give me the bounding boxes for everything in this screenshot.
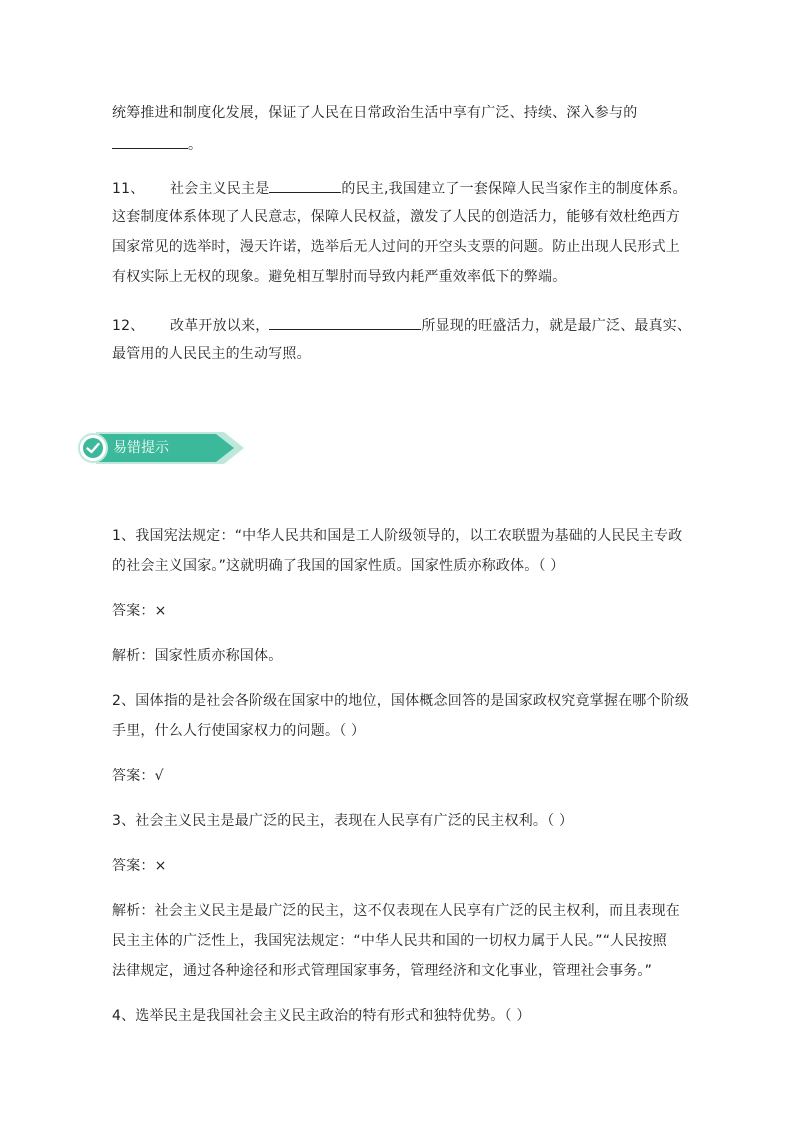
answer-text: 答案：√ xyxy=(112,768,164,784)
fill-blank[interactable] xyxy=(112,133,188,149)
fill-blank[interactable] xyxy=(269,314,421,330)
banner-title: 易错提示 xyxy=(113,440,169,456)
analysis-text: 法律规定，通过各种途径和形式管理国家事务，管理经济和文化事业，管理社会事务。” xyxy=(112,963,653,979)
item-12-line xyxy=(112,314,691,336)
question-1-line: 的社会主义国家。”这就明确了我国的国家性质。国家性质亦称政体。（ ） xyxy=(112,558,565,574)
item-text: 改革开放以来， xyxy=(170,318,270,334)
question-3-line: 3、社会主义民主是最广泛的民主，表现在人民享有广泛的民主权利。（ ） xyxy=(112,813,574,829)
fill-blank[interactable] xyxy=(269,177,341,193)
item-text: 社会主义民主是 xyxy=(170,181,270,197)
analysis-text: 解析：社会主义民主是最广泛的民主，这不仅表现在人民享有广泛的民主权利，而且表现在 xyxy=(112,903,680,919)
analysis-text: 民主主体的广泛性上，我国宪法规定：“中华人民共和国的一切权力属于人民。”“人民按照 xyxy=(112,933,667,949)
punctuation: 。 xyxy=(188,137,203,153)
paragraph-line: 最管用的人民民主的生动写照。 xyxy=(112,346,311,362)
analysis-text: 解析：国家性质亦称国体。 xyxy=(112,648,283,664)
paragraph-line: 统筹推进和制度化发展，保证了人民在日常政治生活中享有广泛、持续、深入参与的 xyxy=(112,105,638,121)
question-2-line: 手里，什么人行使国家权力的问题。（ ） xyxy=(112,723,366,739)
question-2-line: 2、国体指的是社会各阶级在国家中的地位，国体概念回答的是国家政权究竟掌握在哪个阶级 xyxy=(112,693,690,709)
answer-text: 答案：× xyxy=(112,858,167,874)
paragraph-line: 这套制度体系体现了人民意志，保障人民权益，激发了人民的创造活力，能够有效杜绝西方 xyxy=(112,209,680,225)
item-number: 12、 xyxy=(112,318,145,334)
question-1-line: 1、我国宪法规定：“中华人民共和国是工人阶级领导的，以工农联盟为基础的人民民主专政 xyxy=(112,528,683,544)
item-text: 的民主,我国建立了一套保障人民当家作主的制度体系。 xyxy=(341,181,687,197)
item-text: 所显现的旺盛活力，就是最广泛、最真实、 xyxy=(421,318,692,334)
item-number: 11、 xyxy=(112,181,145,197)
check-icon-bg xyxy=(83,438,103,458)
item-11-line xyxy=(112,177,687,199)
paragraph-line xyxy=(112,133,202,155)
answer-text: 答案：× xyxy=(112,603,167,619)
question-4-line: 4、选举民主是我国社会主义民主政治的特有形式和独特优势。（ ） xyxy=(112,1008,531,1024)
paragraph-line: 国家常见的选举时，漫天许诺，选举后无人过问的开空头支票的问题。防止出现人民形式上 xyxy=(112,239,680,255)
paragraph-line: 有权实际上无权的现象。避免相互掣肘而导致内耗严重效率低下的弊端。 xyxy=(112,269,567,285)
